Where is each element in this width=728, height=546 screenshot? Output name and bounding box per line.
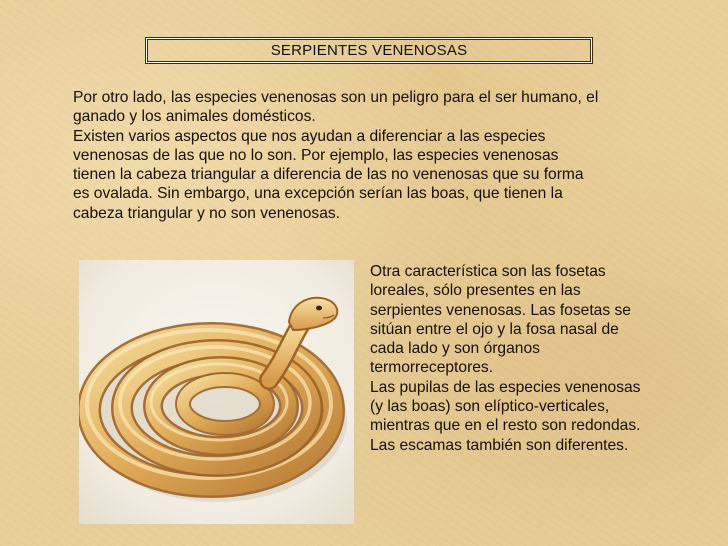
detail-line: loreales, sólo presentes en las xyxy=(370,282,581,300)
slide-title xyxy=(145,37,593,64)
detail-line: (y las boas) son elíptico-verticales, xyxy=(370,398,610,416)
intro-line: cabeza triangular y no son venenosas. xyxy=(73,204,340,222)
snake-illustration xyxy=(79,260,354,524)
detail-line: cada lado y son órganos xyxy=(370,340,540,358)
detail-line: Las pupilas de las especies venenosas xyxy=(370,378,641,396)
detail-line: Las escamas también son diferentes. xyxy=(370,436,629,454)
intro-line: ganado y los animales domésticos. xyxy=(73,108,316,126)
intro-line: es ovalada. Sin embargo, una excepción serían las boas, que tienen la xyxy=(73,185,563,203)
detail-line: termorreceptores. xyxy=(370,359,494,377)
intro-line: venenosas de las que no lo son. Por ejemplo, las especies venenosas xyxy=(73,146,559,164)
intro-paragraph xyxy=(73,88,713,223)
intro-line: tienen la cabeza triangular a diferencia de las no venenosas que su forma xyxy=(73,166,584,184)
detail-line: sitúan entre el ojo y la fosa nasal de xyxy=(370,320,619,338)
intro-line: Existen varios aspectos que nos ayudan a diferenciar a las especies xyxy=(73,127,546,145)
detail-line: serpientes venenosas. Las fosetas se xyxy=(370,301,631,319)
intro-line: Por otro lado, las especies venenosas son un peligro para el ser humano, el xyxy=(73,89,599,106)
detail-line: mientras que en el resto son redondas. xyxy=(370,417,641,435)
detail-paragraph xyxy=(370,262,700,455)
detail-line: Otra característica son las fosetas xyxy=(370,263,606,280)
slide-title-text: SERPIENTES VENENOSAS xyxy=(270,42,468,59)
coiled-snake-image xyxy=(79,260,354,524)
